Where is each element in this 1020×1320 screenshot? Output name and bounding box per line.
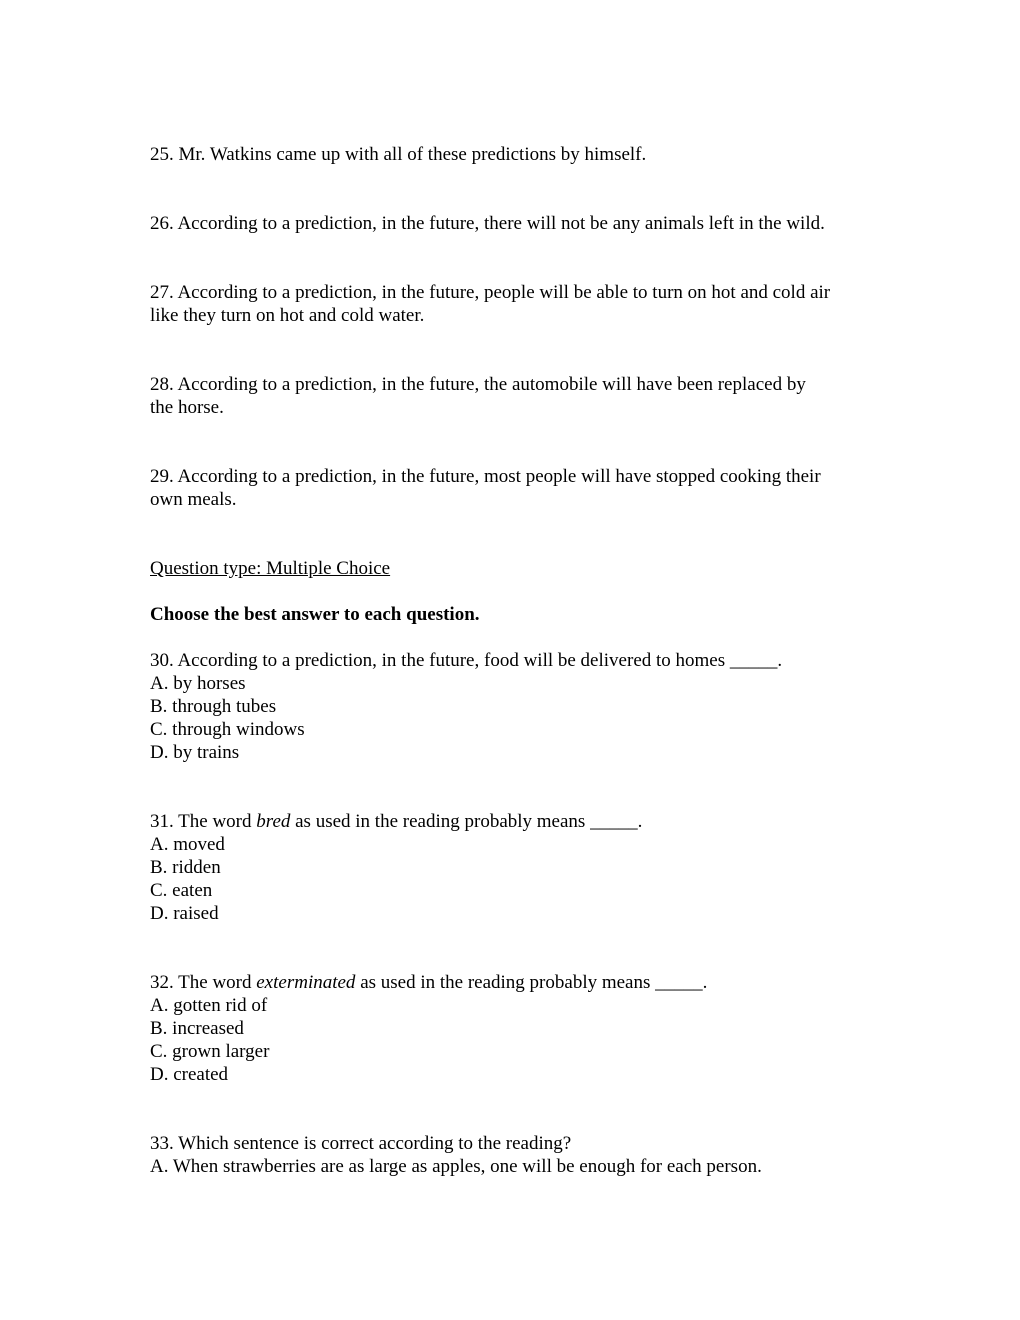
question-30-option-d: D. by trains: [150, 742, 240, 763]
question-31-stem: [150, 810, 642, 833]
question-type-label: Question type: Multiple Choice: [150, 558, 391, 579]
question-30-option-a: A. by horses: [150, 673, 246, 694]
question-32-stem: [150, 971, 707, 994]
question-30-option-b: B. through tubes: [150, 696, 277, 717]
question-27-line-2: like they turn on hot and cold water.: [150, 305, 425, 326]
question-32-option-a: A. gotten rid of: [150, 995, 268, 1016]
question-31-stem-start: 31. The word: [150, 811, 257, 832]
section-instruction: Choose the best answer to each question.: [150, 604, 480, 625]
question-31-option-b: B. ridden: [150, 857, 221, 878]
question-32-stem-start: 32. The word: [150, 972, 257, 993]
question-32-option-d: D. created: [150, 1064, 229, 1085]
question-31-option-d: D. raised: [150, 903, 219, 924]
question-28-line-1: 28. According to a prediction, in the future, the automobile will have been replaced by: [150, 374, 806, 395]
question-31-keyword: bred: [256, 811, 291, 832]
question-28-line-2: the horse.: [150, 397, 224, 418]
question-33-stem: 33. Which sentence is correct according to the reading?: [150, 1133, 572, 1154]
question-32-option-b: B. increased: [150, 1018, 244, 1039]
question-30-stem: 30. According to a prediction, in the future, food will be delivered to homes _____.: [150, 650, 783, 671]
question-29-line-2: own meals.: [150, 489, 237, 510]
question-26: 26. According to a prediction, in the future, there will not be any animals left in the wild.: [150, 213, 825, 234]
question-31-option-a: A. moved: [150, 834, 225, 855]
question-33-option-a: A. When strawberries are as large as apples, one will be enough for each person.: [150, 1156, 762, 1177]
question-30-option-c: C. through windows: [150, 719, 305, 740]
question-29-line-1: 29. According to a prediction, in the future, most people will have stopped cooking their: [150, 466, 821, 487]
question-32-keyword: exterminated: [256, 972, 356, 993]
question-31-stem-end: as used in the reading probably means _____.: [290, 811, 643, 832]
question-31-option-c: C. eaten: [150, 880, 213, 901]
question-32-stem-end: as used in the reading probably means _____.: [355, 972, 708, 993]
question-25: 25. Mr. Watkins came up with all of these predictions by himself.: [150, 144, 647, 165]
question-32-option-c: C. grown larger: [150, 1041, 270, 1062]
question-27-line-1: 27. According to a prediction, in the future, people will be able to turn on hot and cold air: [150, 282, 831, 303]
